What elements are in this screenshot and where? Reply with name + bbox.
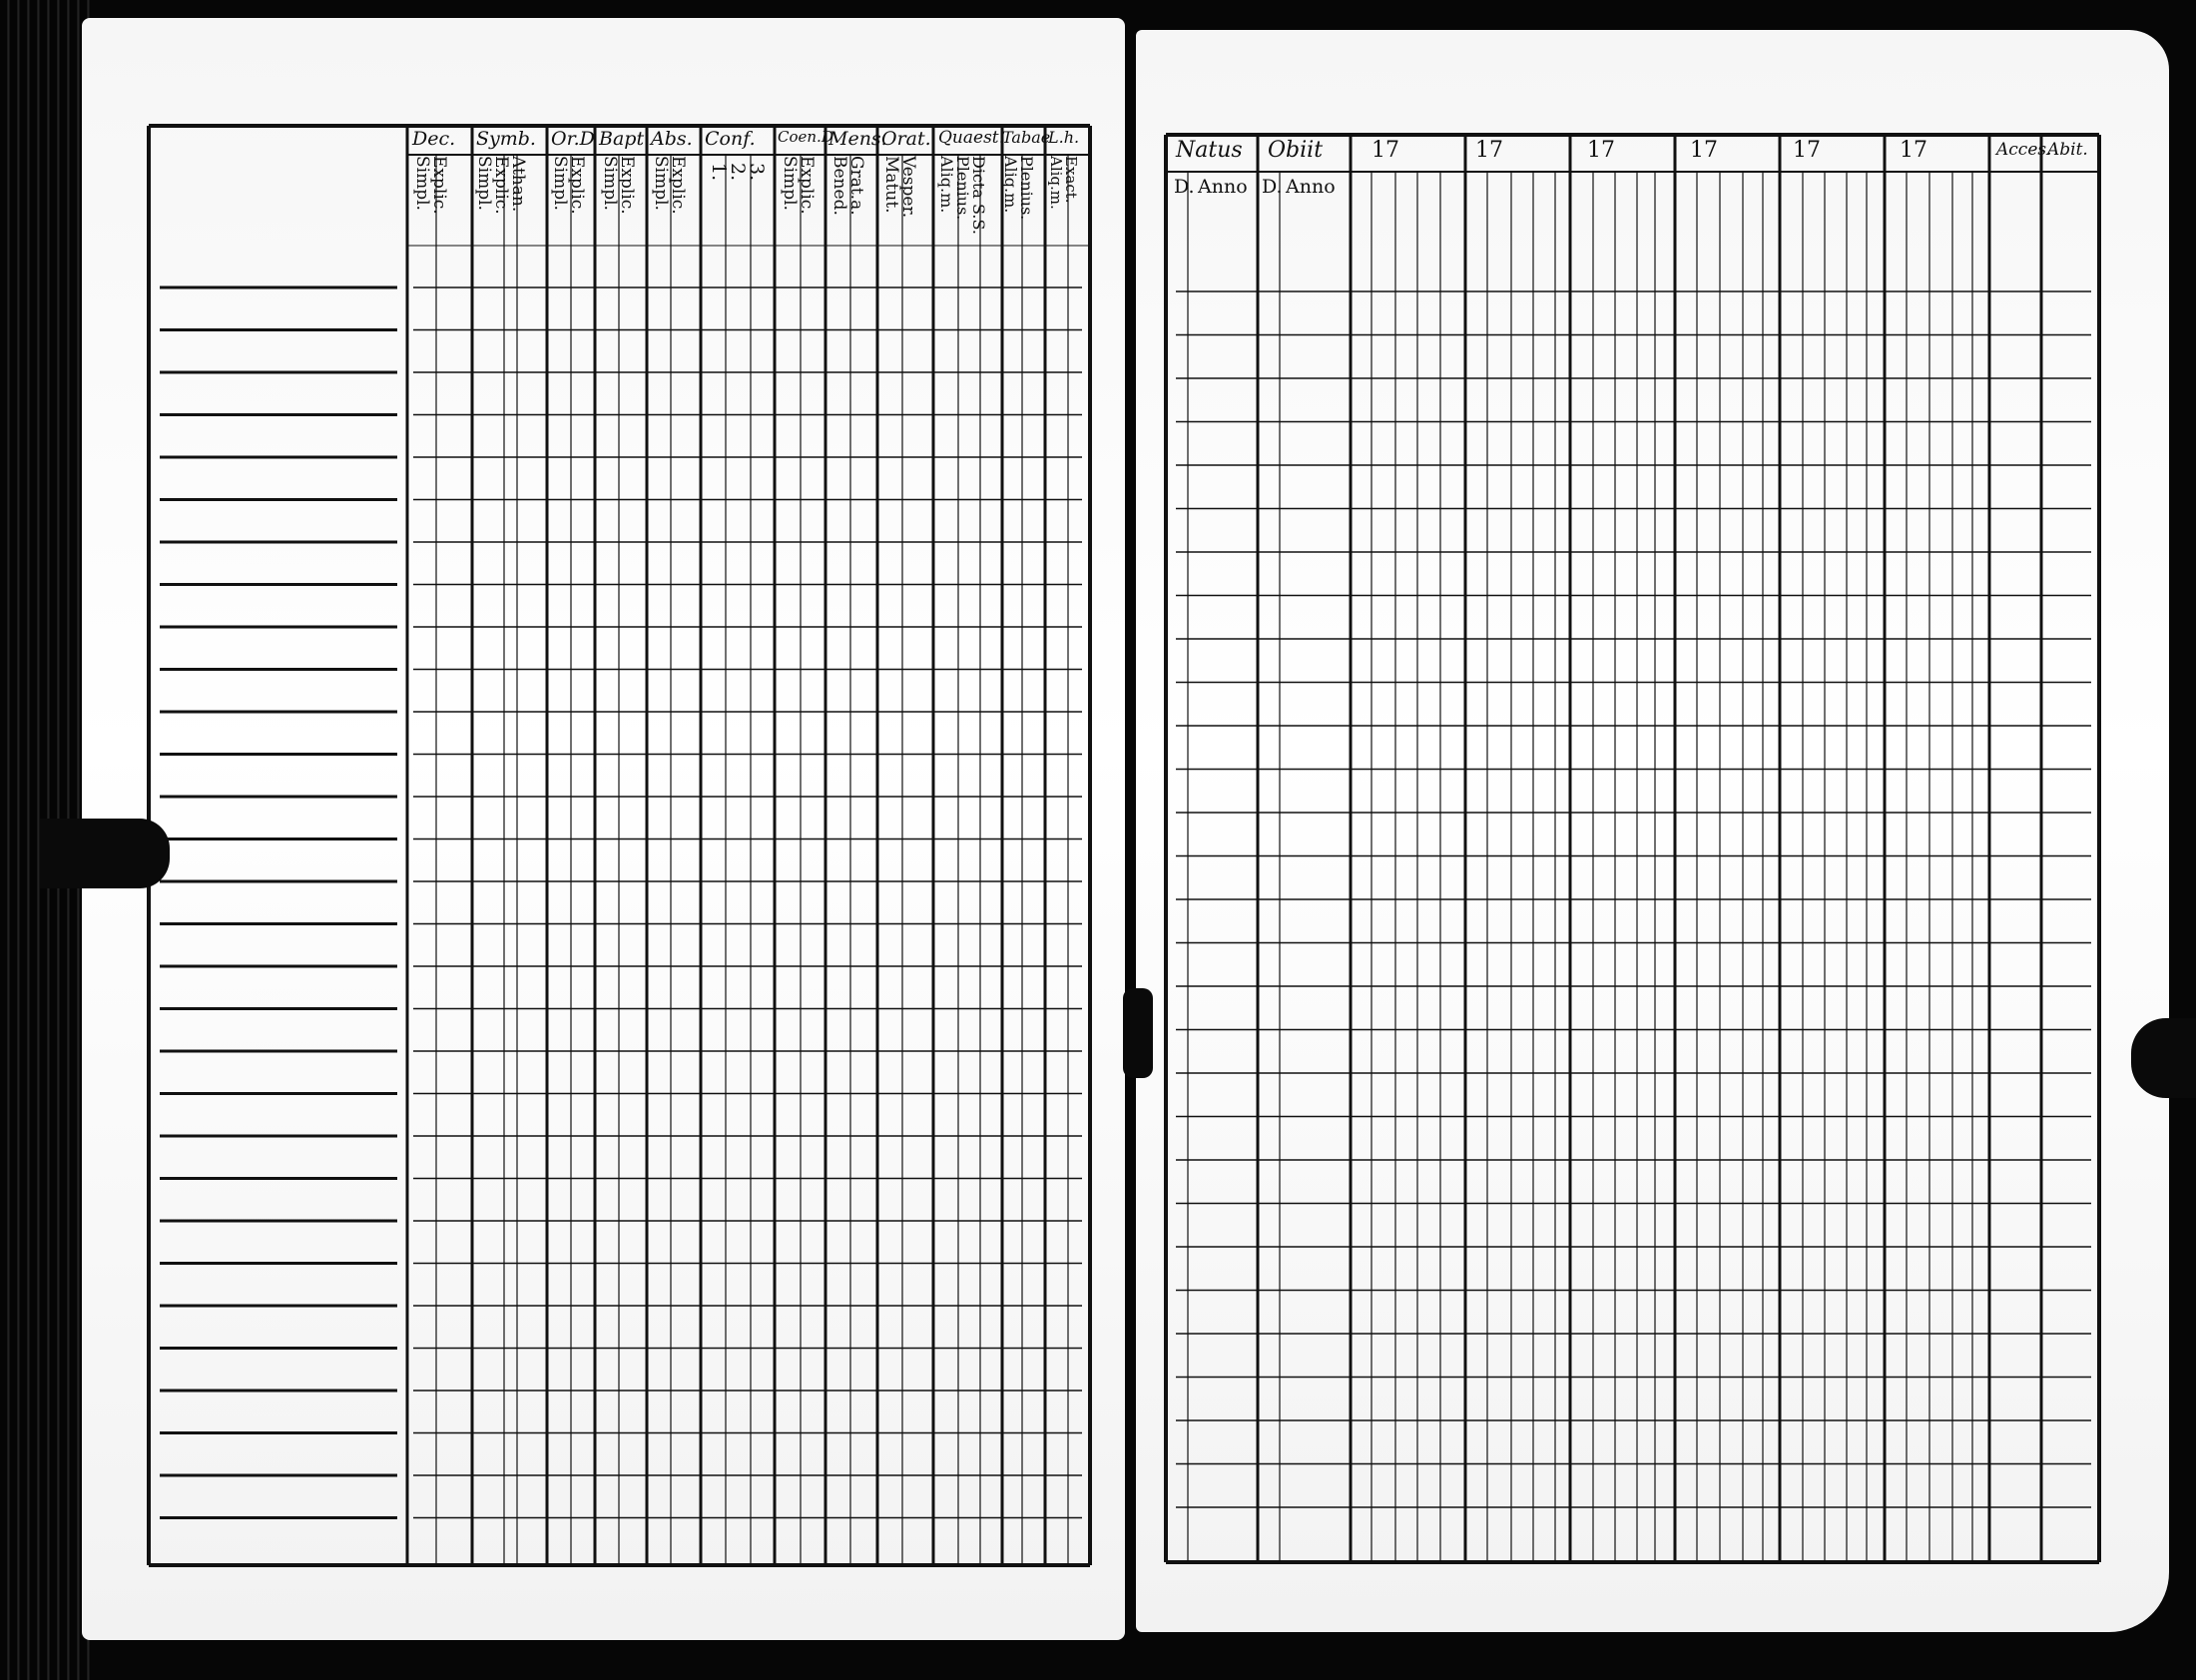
header-year-5: 17 [1793,138,1821,163]
left-ruled-table [82,18,1125,1640]
header-lh: L.h. [1048,128,1080,147]
header-quaest: Quaest. [938,128,1005,148]
header-year-6: 17 [1900,138,1927,163]
subheader-dec-simpl: Simpl. [412,156,432,211]
binding-clip-right [2131,1018,2196,1098]
subheader-orat [882,156,916,218]
header-year-1: 17 [1372,138,1399,163]
right-page [1136,30,2169,1632]
subheader-symb [475,156,526,215]
subheader-tabae [1002,156,1034,220]
subheader-obiit-anno: Anno [1286,176,1336,198]
subheader-abs-explic: Explic. [668,156,688,215]
subheader-quaest-plenius: Plenius. [953,156,972,221]
subheader-quaest-dicta: Dicta S.S. [969,156,988,235]
subheader-orat-vesper: Vesper. [898,156,918,219]
subheader-mens [830,156,864,216]
subheader-lh-exact: Exact. [1062,156,1080,204]
subheader-coen-simpl: Simpl. [780,156,800,211]
header-abit: Abit. [2047,140,2088,160]
header-acces: Acces. [1996,140,2052,160]
header-year-3: 17 [1587,138,1615,163]
subheader-ord-explic: Explic. [567,156,587,215]
subheader-conf-1: 1. [708,163,730,182]
subheader-tabae-plenius: Plenius. [1017,156,1036,221]
header-year-2: 17 [1475,138,1503,163]
subheader-orat-matut: Matut. [881,156,901,214]
subheader-quaest [938,156,986,235]
binding-clip-center [1123,988,1153,1078]
header-ord: Or.D [551,128,595,150]
subheader-lh-aliq: Aliq.m. [1047,156,1065,210]
header-bapt: Bapt [599,128,645,150]
subheader-coen [781,156,815,215]
subheader-bapt-explic: Explic. [617,156,637,215]
subheader-mens-grat: Grat.a. [846,156,866,216]
subheader-ord-simpl: Simpl. [550,156,570,211]
subheader-abs [652,156,686,215]
subheader-coen-explic: Explic. [797,156,817,215]
header-conf: Conf. [705,128,756,150]
subheader-tabae-aliq: Aliq.m. [1001,156,1020,214]
subheader-natus-d: D. [1174,176,1195,198]
subheader-bapt [601,156,635,215]
subheader-ord [551,156,585,215]
subheader-natus-anno: Anno [1198,176,1248,198]
header-symb: Symb. [476,128,536,150]
header-coen: Coen.D [778,128,833,146]
subheader-symb-athan: Athan. [508,156,528,213]
subheader-quaest-aliq: Aliq.m. [937,156,956,214]
left-page [82,18,1125,1640]
header-dec: Dec. [412,128,456,150]
header-mens: Mens. [828,128,887,150]
header-tabae: Tabae [1002,128,1051,147]
header-obiit: Obiit [1268,138,1324,163]
subheader-abs-simpl: Simpl. [651,156,671,211]
subheader-symb-simpl: Simpl. [474,156,494,211]
subheader-dec [413,156,447,215]
subheader-lh [1048,156,1078,210]
subheader-conf-3: 3. [746,163,768,182]
binding-clip-left [40,819,170,888]
header-year-4: 17 [1690,138,1718,163]
subheader-conf [709,163,766,181]
subheader-mens-bened: Bened. [829,156,849,216]
right-ruled-table [1136,30,2169,1632]
subheader-obiit-d: D. [1262,176,1283,198]
subheader-conf-2: 2. [727,163,749,182]
header-orat: Orat. [881,128,931,150]
subheader-dec-explic: Explic. [429,156,449,215]
header-natus: Natus [1176,138,1243,163]
subheader-bapt-simpl: Simpl. [600,156,620,211]
header-abs: Abs. [651,128,693,150]
subheader-symb-explic: Explic. [491,156,511,215]
